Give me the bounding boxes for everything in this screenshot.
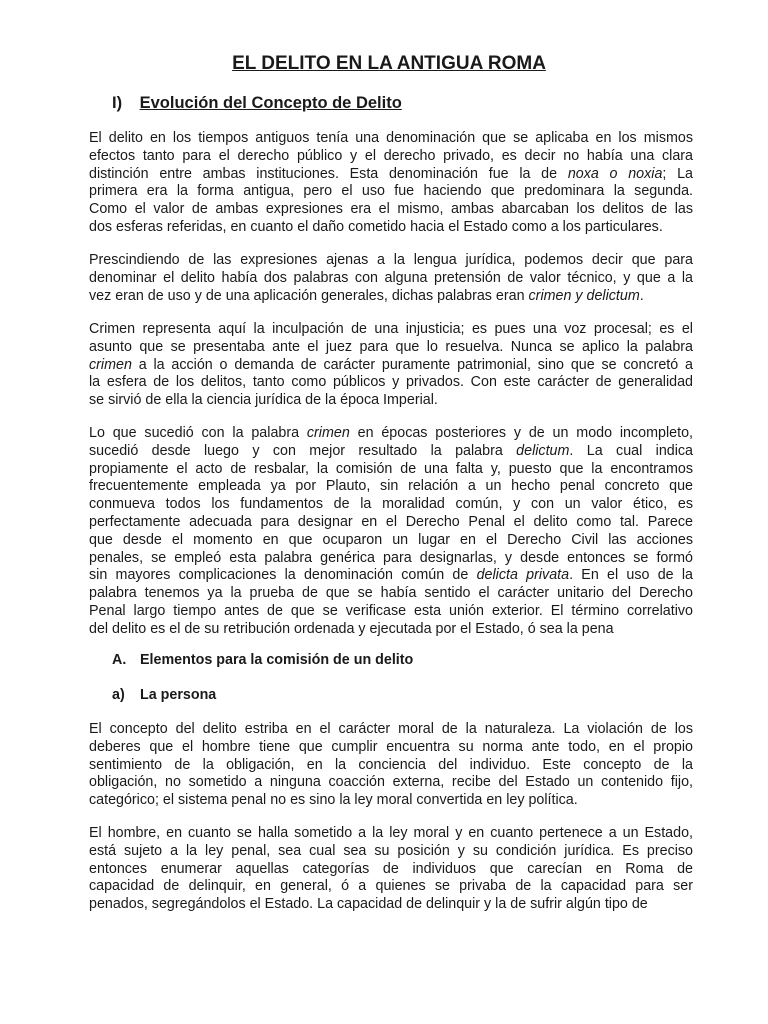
paragraph-line: que desde el momento en que ocuparon un lugar en el Derecho Civil las acciones: [89, 531, 693, 548]
paragraph-line: Prescindiendo de las expresiones ajenas a la lengua jurídica, podemos decir que para: [89, 252, 693, 268]
paragraph-line: Lo que sucedió con la palabra crimen en épocas posteriores y de un modo incompleto,: [89, 425, 693, 441]
paragraph: [89, 721, 693, 810]
paragraph-line: penales, se empleó esta palabra genérica para designarlas, y desde entonces se formó: [89, 549, 693, 566]
paragraph-line: se sirvió de ella la ciencia jurídica de la época Imperial.: [89, 392, 438, 409]
section-number: I): [112, 94, 123, 112]
section-title: Evolución del Concepto de Delito: [139, 94, 402, 112]
paragraph-line: asunto que se presentaba ante el juez para que lo resuelva. Nunca se aplico la palabra: [89, 338, 693, 355]
paragraph: [89, 321, 693, 410]
subsection-title: La persona: [139, 687, 217, 703]
paragraph-line: dos esferas referidas, en cuanto el daño cometido hacia el Estado como a los particulares.: [89, 218, 663, 235]
paragraph-line: sucedió desde luego y con mejor resultado la palabra delictum. La cual indica: [89, 442, 694, 459]
paragraph-line: primera era la forma antigua, pero el uso fue haciendo que predominara la segunda.: [89, 183, 693, 200]
paragraph-line: El hombre, en cuanto se halla sometido a la ley moral y en cuanto pertenece a un Estado,: [89, 825, 693, 841]
paragraph-line: Crimen representa aquí la inculpación de una injusticia; es pues una voz procesal; es el: [89, 321, 693, 337]
subsection-label: a): [112, 687, 125, 703]
subsection-heading: [112, 687, 216, 703]
paragraph-line: la esfera de los delitos, tanto como públicos y privados. Con este carácter de generalidad: [89, 374, 693, 391]
paragraph-line: conmueva todos los fundamentos de la moralidad común, y con un valor ético, es: [89, 496, 693, 513]
paragraph: [89, 425, 693, 639]
paragraph-line: denominar el delito había dos palabras con alguna pretensión de valor técnico, y que a la: [89, 269, 693, 286]
paragraph-line: El delito en los tiempos antiguos tenía una denominación que se aplicaba en los mismos: [89, 130, 693, 146]
paragraph-line: penados, segregándolos el Estado. La capacidad de delinquir y la de sufrir algún tipo de: [89, 896, 648, 913]
subsection-heading: [112, 652, 413, 668]
paragraph-line: obligación, no sometido a ninguna coacción externa, recibe del Estado un contenido fijo,: [89, 774, 693, 791]
paragraph-line: frecuentemente empleada ya por Plauto, sin relación a un hecho penal concreto que: [89, 478, 693, 495]
paragraph: [89, 130, 693, 237]
paragraph-line: perfectamente adecuada para designar en el Derecho Penal el delito como tal. Parece: [89, 513, 693, 530]
document-title: EL DELITO EN LA ANTIGUA ROMA: [232, 53, 546, 74]
paragraph-line: vez eran de uso y de una aplicación generales, dichas palabras eran crimen y delictum.: [89, 287, 644, 304]
paragraph-line: propiamente el acto de resbalar, la comisión de una falta y, puesto que la encontramos: [89, 460, 693, 477]
paragraph-line: efectos tanto para el derecho público y el derecho privado, es decir no había una clara: [89, 147, 693, 164]
paragraph-line: crimen a la acción o demanda de carácter puramente patrimonial, sino que se concretó a: [89, 356, 693, 373]
paragraph-line: palabra tenemos ya la prueba de que se había sentido el carácter unitario del Derecho: [89, 585, 693, 602]
paragraph: [89, 825, 693, 914]
paragraph-line: distinción entre ambas instituciones. Esta denominación fue la de noxa o noxia; La: [89, 165, 694, 182]
paragraph-line: capacidad de delinquir, en general, ó a quienes se privaba de la capacidad para ser: [89, 878, 693, 895]
paragraph-line: deberes que el hombre tiene que cumplir encuentra su norma ante todo, en el propio: [89, 738, 693, 755]
paragraph-line: Penal largo tiempo antes de que se verificase esta unión exterior. El término correlativo: [89, 602, 693, 619]
paragraph-line: está sujeto a la ley penal, sea cual sea su posición y su condición jurídica. Es preciso: [89, 842, 693, 859]
paragraph-line: categórico; el sistema penal no es sino la ley moral convertida en ley política.: [89, 792, 578, 809]
subsection-title: Elementos para la comisión de un delito: [139, 652, 414, 668]
paragraph-line: Como el valor de ambas expresiones era el mismo, ambas abarcaban los delitos de las: [89, 201, 693, 218]
paragraph-line: sentimiento de la obligación, en la conciencia del individuo. Este concepto de la: [89, 756, 693, 773]
paragraph-line: entonces enumerar aquellas categorías de individuos que carecían en Roma de: [89, 860, 693, 877]
section-heading: [112, 94, 402, 113]
paragraph-line: El concepto del delito estriba en el carácter moral de la naturaleza. La violación de los: [89, 721, 693, 737]
paragraph-line: sin mayores complicaciones la denominación común de delicta privata. En el uso de la: [89, 567, 694, 584]
paragraph-line: del delito es el de su retribución ordenada y ejecutada por el Estado, ó sea la pena: [89, 620, 614, 637]
paragraph: [89, 252, 693, 305]
subsection-label: A.: [112, 652, 127, 668]
